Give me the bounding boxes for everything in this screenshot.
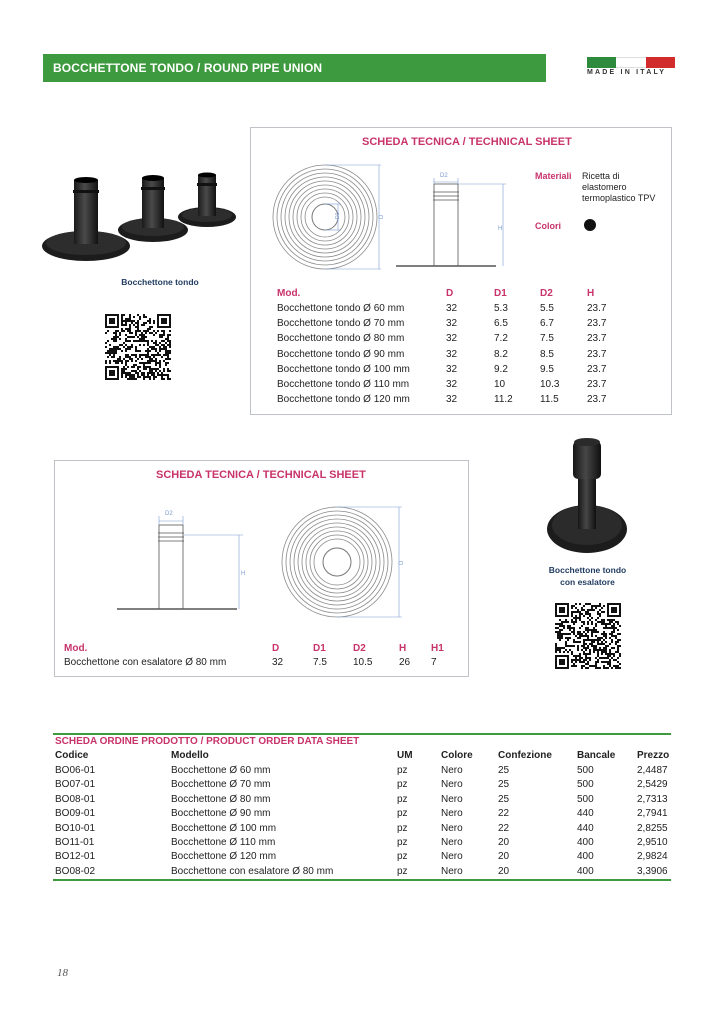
col-modello: Modello — [171, 750, 209, 761]
technical-drawing-top-view-2 — [280, 505, 410, 619]
col-d2-2: D2 — [353, 643, 366, 654]
spec-row: Bocchettone tondo Ø 120 mm 32 11.2 11.5 23.7 — [277, 394, 607, 406]
drawing-label-d: D — [379, 214, 385, 219]
product-photo-exhaust-pipe-union — [545, 437, 630, 557]
spec-row: Bocchettone tondo Ø 110 mm 32 10 10.3 23.7 — [277, 379, 607, 390]
spec-row: Bocchettone tondo Ø 60 mm 32 5.3 5.5 23.7 — [277, 303, 607, 314]
col-h-2: H — [399, 643, 407, 654]
col-um: UM — [397, 750, 413, 761]
technical-sheet-title-2: SCHEDA TECNICA / TECHNICAL SHEET — [156, 469, 366, 481]
spec-table-exhaust — [64, 643, 464, 673]
drawing-label-d-2: D — [399, 560, 405, 565]
col-codice: Codice — [55, 750, 89, 761]
qr-code-icon[interactable] — [555, 603, 621, 669]
drawing-label-d1: D1 — [335, 212, 341, 219]
drawing-label-d2-2: D2 — [165, 511, 173, 517]
col-colore: Colore — [441, 750, 473, 761]
col-bancale: Bancale — [577, 750, 616, 761]
table-row: BO08-02 Bocchettone con esalatore Ø 80 mm pz Nero 20 400 3,3906 — [55, 865, 668, 877]
product-caption-round: Bocchettone tondo — [121, 277, 199, 287]
materials-value: Ricetta di elastomero termoplastico TPV — [582, 171, 656, 203]
spec-table-header-2 — [64, 643, 464, 657]
technical-drawing-side-view — [396, 170, 506, 270]
spec-row: Bocchettone tondo Ø 80 mm 32 7.2 7.5 23.7 — [277, 333, 607, 345]
italian-flag-icon — [587, 57, 675, 68]
spec-row: Bocchettone tondo Ø 90 mm 32 8.2 8.5 23.7 — [277, 348, 607, 360]
spec-row: Bocchettone con esalatore Ø 80 mm 32 7.5 10.5 26 7 — [64, 657, 437, 668]
materials-label: Materiali — [535, 171, 572, 181]
color-swatch-black — [584, 219, 596, 231]
col-h: H — [587, 288, 595, 299]
spec-table-header — [277, 288, 657, 302]
technical-drawing-side-view-2 — [117, 505, 253, 613]
spec-table-round — [277, 288, 657, 408]
col-h1-2: H1 — [431, 643, 444, 654]
col-mod: Mod. — [277, 288, 301, 299]
col-confezione: Confezione — [498, 750, 552, 761]
made-in-italy-label: MADE IN ITALY — [587, 69, 667, 76]
technical-sheet-panel-exhaust — [54, 460, 469, 677]
product-photo-round-pipe-unions — [40, 170, 245, 270]
spec-row: Bocchettone tondo Ø 70 mm 32 6.5 6.7 23.7 — [277, 318, 607, 330]
drawing-label-h-2: H — [241, 571, 246, 577]
page-number: 18 — [57, 967, 68, 979]
col-d1: D1 — [494, 288, 507, 299]
table-row: BO11-01 Bocchettone Ø 110 mm pz Nero 20 400 2,9510 — [55, 837, 668, 848]
product-caption-exhaust: Bocchettone tondo con esalatore — [548, 565, 627, 587]
page-title: BOCCHETTONE TONDO / ROUND PIPE UNION — [53, 61, 323, 75]
col-d2: D2 — [540, 288, 553, 299]
technical-sheet-panel-round — [250, 127, 672, 415]
table-row: BO06-01 Bocchettone Ø 60 mm pz Nero 25 500 2,4487 — [55, 765, 668, 776]
col-mod-2: Mod. — [64, 643, 88, 654]
col-d-2: D — [272, 643, 280, 654]
qr-code-icon[interactable] — [105, 314, 171, 380]
colors-label: Colori — [535, 221, 561, 231]
col-d: D — [446, 288, 454, 299]
spec-row: Bocchettone tondo Ø 100 mm 32 9.2 9.5 23.7 — [277, 363, 607, 375]
order-sheet-title: SCHEDA ORDINE PRODOTTO / PRODUCT ORDER DATA SHEET — [55, 736, 360, 747]
order-table-top-rule — [53, 733, 671, 735]
table-row: BO10-01 Bocchettone Ø 100 mm pz Nero 22 440 2,8255 — [55, 822, 668, 834]
header-bar — [43, 54, 546, 82]
order-table-header — [0, 750, 725, 764]
table-row: BO07-01 Bocchettone Ø 70 mm pz Nero 25 500 2,5429 — [55, 779, 668, 791]
drawing-label-d2: D2 — [440, 173, 448, 179]
col-d1-2: D1 — [313, 643, 326, 654]
table-row: BO09-01 Bocchettone Ø 90 mm pz Nero 22 440 2,7941 — [55, 808, 668, 820]
order-table-bottom-rule — [53, 879, 671, 881]
table-row: BO12-01 Bocchettone Ø 120 mm pz Nero 20 400 2,9824 — [55, 851, 668, 863]
col-prezzo: Prezzo — [637, 750, 670, 761]
drawing-label-h: H — [498, 226, 503, 232]
technical-sheet-title: SCHEDA TECNICA / TECHNICAL SHEET — [362, 136, 572, 148]
technical-drawing-top-view — [269, 164, 389, 270]
table-row: BO08-01 Bocchettone Ø 80 mm pz Nero 25 500 2,7313 — [55, 793, 668, 805]
